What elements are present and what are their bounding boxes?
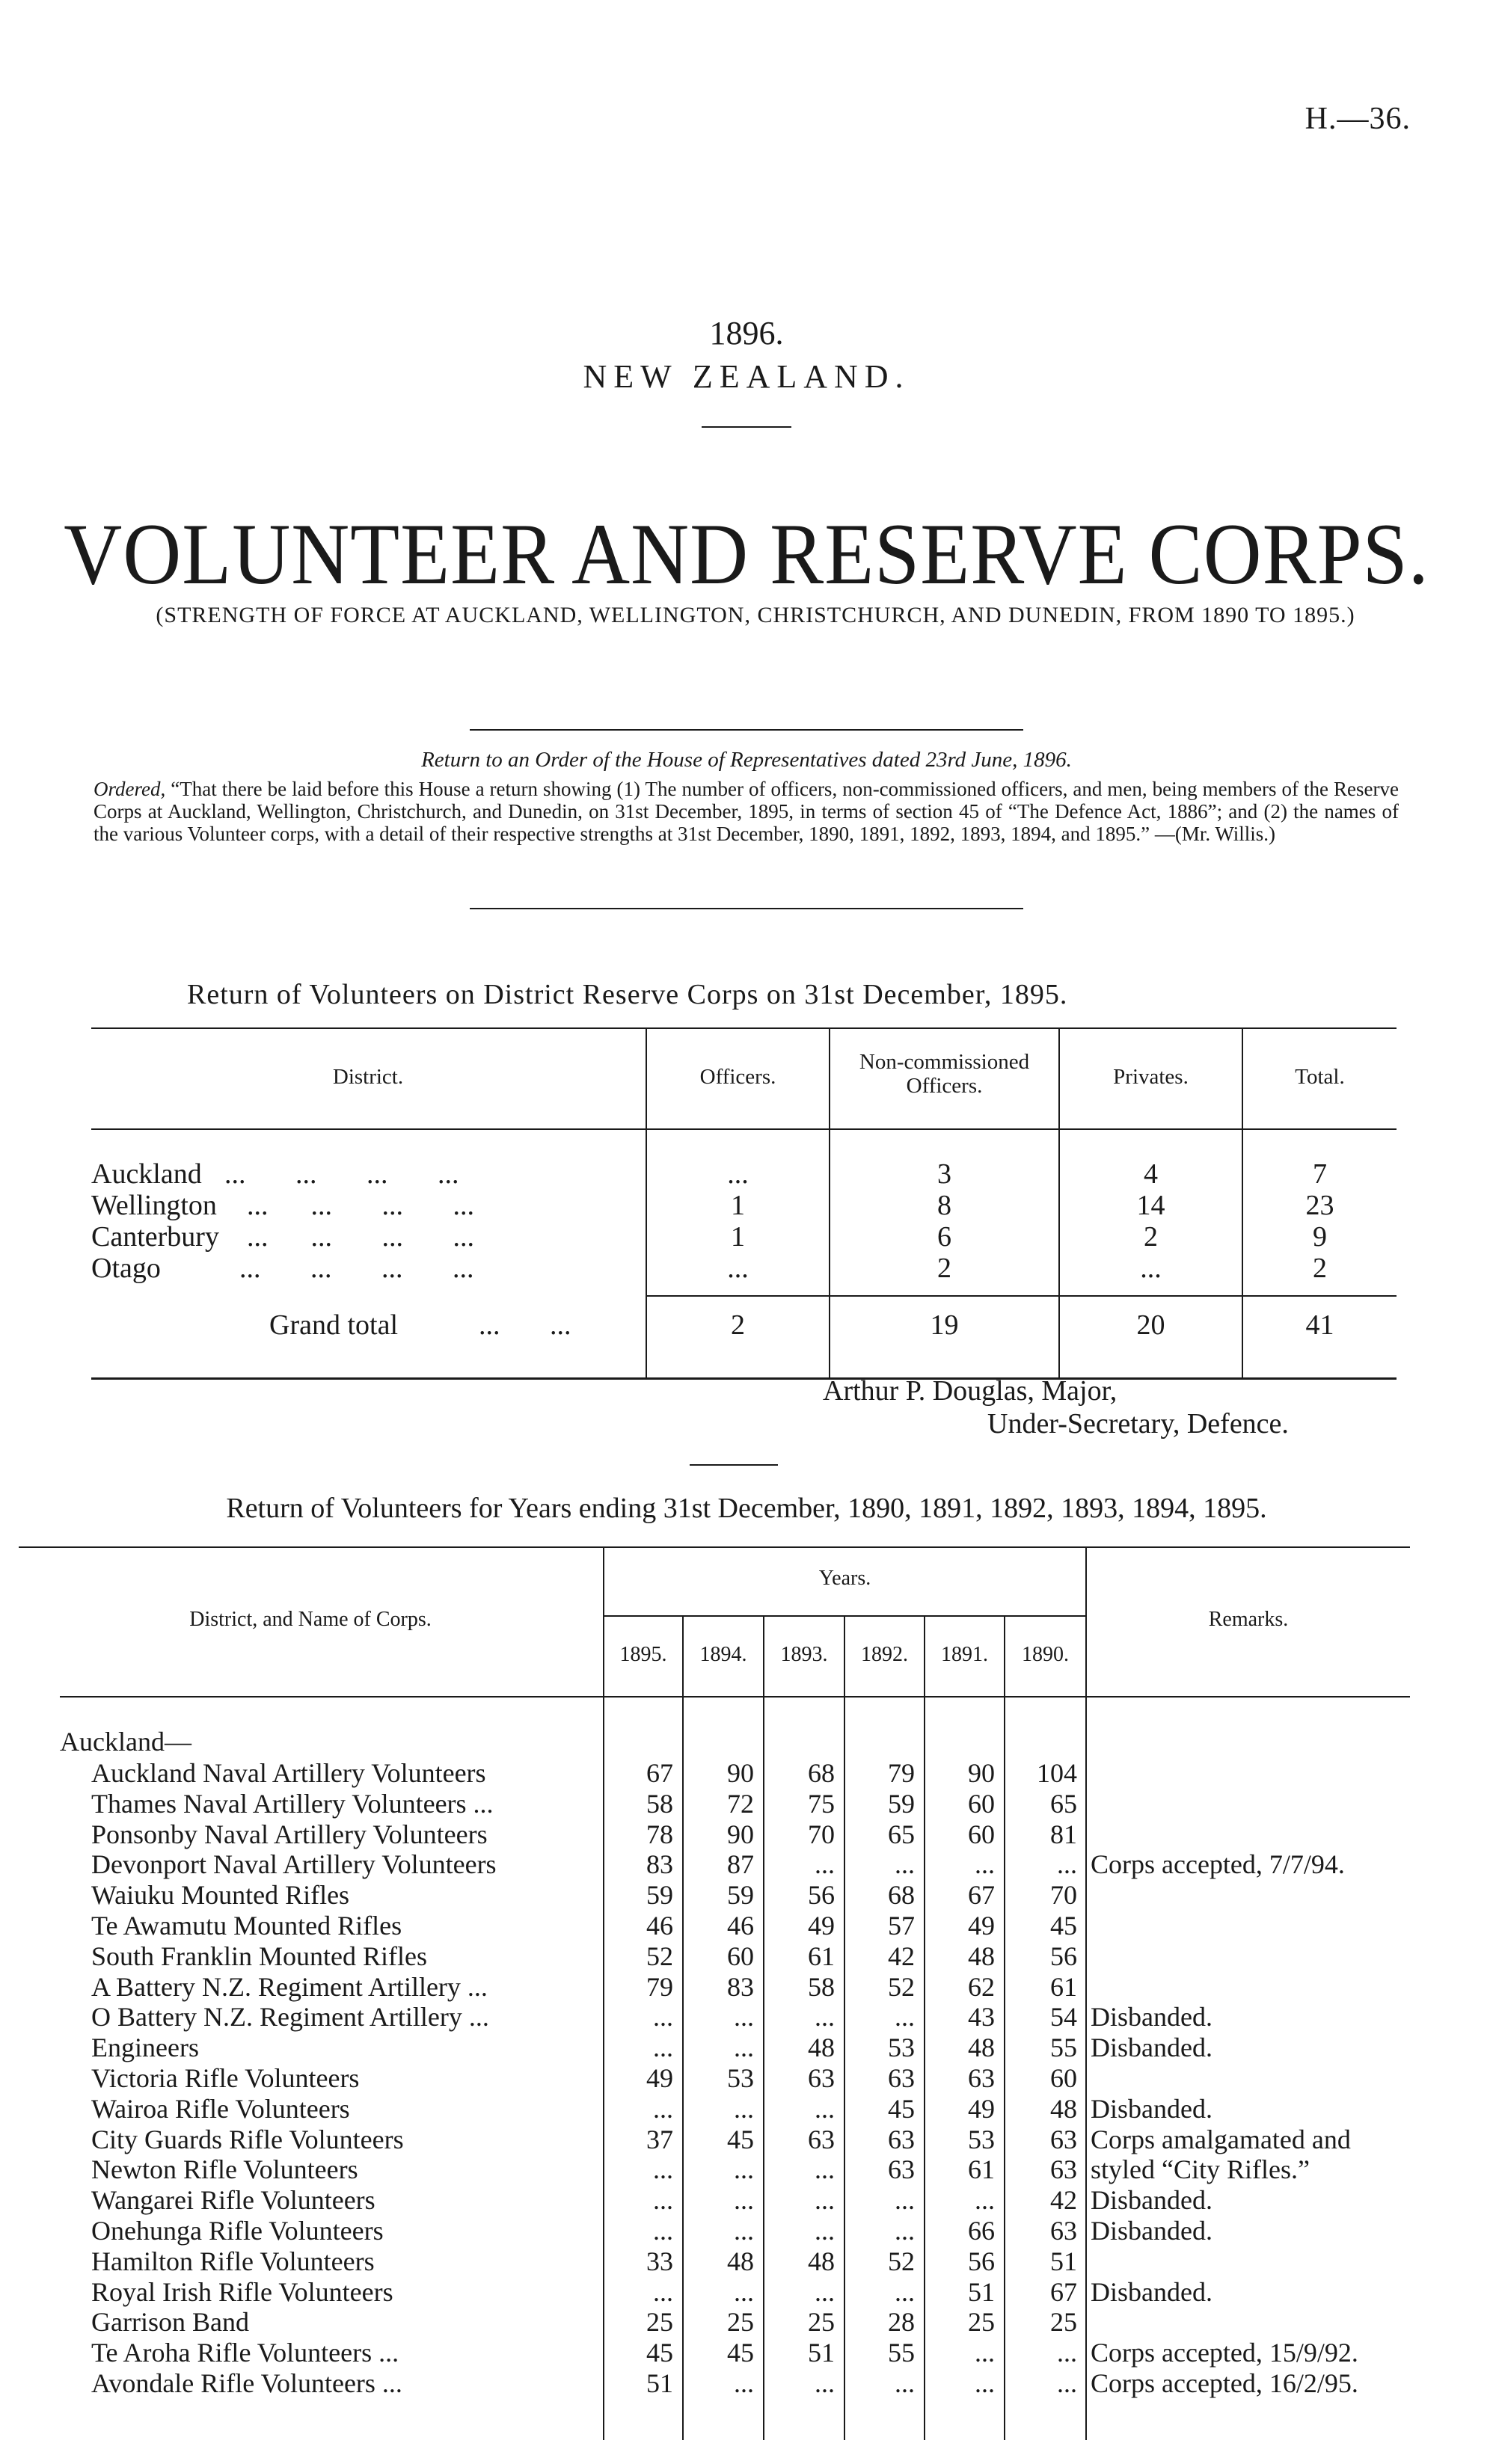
page-title: VOLUNTEER AND RESERVE CORPS.: [64, 506, 1429, 603]
table-row: [0, 2032, 1493, 2062]
table-row: [0, 1158, 1493, 1189]
corps-name: Thames Naval Artillery Volunteers ...: [91, 1788, 494, 1819]
year-value: 79: [888, 1758, 915, 1788]
order-title: Return to an Order of the House of Representatives dated 23rd June, 1896.: [421, 748, 1072, 772]
privates-value: 2: [1144, 1221, 1158, 1253]
year-value: 53: [888, 2033, 915, 2063]
year-value: 48: [808, 2033, 835, 2063]
year-value: ...: [1057, 2368, 1077, 2398]
year-value: 45: [646, 2338, 673, 2368]
year-value: ...: [653, 2033, 673, 2063]
year-value: 63: [1050, 2154, 1077, 2185]
table-row: [0, 2276, 1493, 2306]
year-value: 43: [968, 2002, 995, 2033]
year-value: ...: [653, 2154, 673, 2185]
table-row: [0, 2368, 1493, 2397]
year-value: 45: [1050, 1911, 1077, 1941]
document-year: 1896.: [709, 315, 784, 351]
year-value: 53: [968, 2124, 995, 2154]
year-value: 55: [1050, 2033, 1077, 2063]
corps-name: Royal Irish Rifle Volunteers: [91, 2276, 393, 2307]
year-value: 104: [1037, 1758, 1077, 1788]
year-value: 59: [888, 1788, 915, 1819]
year-value: 63: [1050, 2216, 1077, 2246]
corps-name: O Battery N.Z. Regiment Artillery ...: [91, 2002, 489, 2033]
officers-value: ...: [727, 1158, 749, 1190]
table-row: [0, 1757, 1493, 1787]
year-value: 58: [646, 1788, 673, 1819]
corps-name: Ponsonby Naval Artillery Volunteers: [91, 1819, 488, 1849]
year-header: 1893.: [780, 1643, 828, 1666]
table2-title: Return of Volunteers for Years ending 31st December, 1890, 1891, 1892, 1893, 1894, 1895.: [226, 1493, 1267, 1524]
year-value: 49: [968, 1911, 995, 1941]
year-value: 63: [808, 2124, 835, 2154]
nco-value: 19: [930, 1309, 959, 1341]
year-value: ...: [734, 2216, 754, 2246]
remark: Corps accepted, 15/9/92.: [1091, 2338, 1358, 2368]
corps-name: A Battery N.Z. Regiment Artillery ...: [91, 1971, 488, 2002]
year-value: 78: [646, 1819, 673, 1849]
privates-value: 14: [1136, 1190, 1165, 1221]
remark: Corps amalgamated and: [1091, 2124, 1351, 2154]
privates-value: 20: [1136, 1309, 1165, 1341]
year-value: ...: [895, 2216, 915, 2246]
year-value: 61: [968, 2154, 995, 2185]
year-value: ...: [1057, 1849, 1077, 1880]
table-row: [0, 1879, 1493, 1909]
year-value: 90: [968, 1758, 995, 1788]
year-value: 48: [727, 2246, 754, 2276]
remark: Corps accepted, 16/2/95.: [1091, 2368, 1358, 2398]
table1-bottom-rule: [91, 1377, 1397, 1380]
year-value: ...: [815, 2368, 835, 2398]
year-value: 48: [808, 2246, 835, 2276]
district-name: Canterbury: [91, 1221, 219, 1253]
year-value: 67: [968, 1880, 995, 1911]
year-value: 60: [727, 1941, 754, 1971]
year-value: 45: [727, 2124, 754, 2154]
year-value: 68: [808, 1758, 835, 1788]
remark: Disbanded.: [1091, 2093, 1213, 2124]
officers-value: 2: [731, 1309, 745, 1341]
divider: [702, 426, 791, 428]
divider: [690, 1464, 778, 1466]
year-value: ...: [653, 2185, 673, 2216]
total-value: 7: [1313, 1158, 1327, 1190]
leader-dots: ... ... ... ...: [239, 1253, 474, 1284]
year-value: 51: [1050, 2246, 1077, 2276]
remark: Disbanded.: [1091, 2216, 1213, 2246]
year-header: 1891.: [941, 1643, 988, 1666]
year-value: 63: [808, 2063, 835, 2093]
table2-top-rule: [19, 1546, 1410, 1548]
officers-value: 1: [731, 1190, 745, 1221]
year-value: 63: [888, 2154, 915, 2185]
nco-value: 8: [937, 1190, 951, 1221]
privates-value: 4: [1144, 1158, 1158, 1190]
year-value: 42: [1050, 2185, 1077, 2216]
year-value: ...: [653, 2216, 673, 2246]
table-row: [0, 1971, 1493, 2001]
year-value: 56: [968, 2246, 995, 2276]
district-name: Otago: [91, 1253, 161, 1284]
table1-header-district: District.: [332, 1065, 404, 1089]
year-value: 81: [1050, 1819, 1077, 1849]
leader-dots: ... ... ... ...: [247, 1190, 474, 1221]
year-value: ...: [734, 2093, 754, 2124]
year-value: 63: [888, 2063, 915, 2093]
table-row: [0, 2154, 1493, 2184]
year-header: 1890.: [1022, 1643, 1069, 1666]
leader-dots: ... ... ... ...: [247, 1221, 474, 1253]
year-value: 52: [888, 2246, 915, 2276]
year-value: 52: [888, 1971, 915, 2002]
year-value: 53: [727, 2063, 754, 2093]
year-value: 60: [1050, 2063, 1077, 2093]
divider: [470, 729, 1023, 731]
table-row: [0, 2001, 1493, 2031]
year-value: 54: [1050, 2002, 1077, 2033]
table2-years-rule: [604, 1615, 1087, 1617]
year-value: ...: [1057, 2338, 1077, 2368]
year-value: 90: [727, 1819, 754, 1849]
table-row: [0, 2246, 1493, 2276]
year-value: 56: [808, 1880, 835, 1911]
grand-total-label: Grand total: [269, 1309, 399, 1341]
privates-value: ...: [1140, 1253, 1162, 1284]
year-value: 46: [727, 1911, 754, 1941]
table2-header-years: Years.: [818, 1567, 871, 1590]
year-value: 42: [888, 1941, 915, 1971]
year-value: 62: [968, 1971, 995, 2002]
year-value: 46: [646, 1911, 673, 1941]
year-header: 1894.: [699, 1643, 747, 1666]
year-value: 48: [968, 1941, 995, 1971]
year-value: ...: [734, 2368, 754, 2398]
year-value: 83: [727, 1971, 754, 2002]
year-value: ...: [975, 1849, 995, 1880]
remark: Corps accepted, 7/7/94.: [1091, 1849, 1345, 1880]
year-value: 61: [1050, 1971, 1077, 2002]
year-value: 63: [968, 2063, 995, 2093]
table1-subtotal-rule: [647, 1295, 1397, 1297]
year-value: ...: [734, 2033, 754, 2063]
year-value: 66: [968, 2216, 995, 2246]
year-value: 67: [1050, 2276, 1077, 2307]
year-value: 25: [646, 2307, 673, 2338]
table1-head-rule: [91, 1128, 1397, 1130]
year-header: 1892.: [861, 1643, 908, 1666]
total-value: 23: [1305, 1190, 1334, 1221]
year-value: 28: [888, 2307, 915, 2338]
officers-value: ...: [727, 1253, 749, 1284]
corps-name: City Guards Rifle Volunteers: [91, 2124, 404, 2154]
corps-name: Engineers: [91, 2033, 199, 2063]
year-value: 90: [727, 1758, 754, 1788]
year-value: 48: [1050, 2093, 1077, 2124]
year-value: ...: [815, 2154, 835, 2185]
year-value: 79: [646, 1971, 673, 2002]
table-row: [0, 1819, 1493, 1849]
year-value: ...: [653, 2093, 673, 2124]
corps-name: South Franklin Mounted Rifles: [91, 1941, 427, 1971]
year-value: ...: [975, 2185, 995, 2216]
table-row: [0, 2093, 1493, 2123]
table1-header-officers: Officers.: [699, 1065, 776, 1089]
year-value: ...: [815, 2216, 835, 2246]
page-subtitle: (STRENGTH OF FORCE AT AUCKLAND, WELLINGTON, CHRISTCHURCH, AND DUNEDIN, FROM 1890 TO 1895.): [156, 603, 1355, 627]
table-row: [0, 1220, 1493, 1252]
signature-title: Under-Secretary, Defence.: [987, 1408, 1289, 1440]
remark: Disbanded.: [1091, 2002, 1213, 2033]
corps-name: Avondale Rifle Volunteers ...: [91, 2368, 402, 2398]
corps-name: Hamilton Rifle Volunteers: [91, 2246, 375, 2276]
year-value: 60: [968, 1819, 995, 1849]
corps-name: Te Awamutu Mounted Rifles: [91, 1911, 402, 1941]
year-value: 25: [808, 2307, 835, 2338]
table-row: [0, 2184, 1493, 2214]
table-row: [0, 2124, 1493, 2154]
year-value: ...: [653, 2276, 673, 2307]
year-value: ...: [975, 2338, 995, 2368]
year-value: ...: [734, 2276, 754, 2307]
order-text: “That there be laid before this House a return showing (1) The number of officers, non-commissioned officers, and men, being members of the Reserve Corps at Auckland, Wellington, Christchurch, and Dunedin, on 31st December, 1895, in terms of section 45 of “The Defence Act, 1886”; and (2) the names of the various Volunteer corps, with a detail of their respective strengths at 31st December, 1890, 1891, 1892, 1893, 1894, and 1895.” —(Mr. Willis.): [93, 778, 1399, 845]
remark: Disbanded.: [1091, 2276, 1213, 2307]
year-value: ...: [815, 2185, 835, 2216]
year-value: 56: [1050, 1941, 1077, 1971]
year-value: 61: [808, 1941, 835, 1971]
table-row: [0, 1788, 1493, 1818]
remark: styled “City Rifles.”: [1091, 2154, 1310, 2185]
year-value: 25: [727, 2307, 754, 2338]
year-value: ...: [895, 2368, 915, 2398]
year-value: ...: [895, 2002, 915, 2033]
year-value: 49: [968, 2093, 995, 2124]
year-value: ...: [975, 2368, 995, 2398]
table1-header-total: Total.: [1295, 1065, 1345, 1089]
corps-name: Onehunga Rifle Volunteers: [91, 2216, 384, 2246]
year-value: 25: [1050, 2307, 1077, 2338]
corps-name: Te Aroha Rifle Volunteers ...: [91, 2338, 399, 2368]
year-value: 72: [727, 1788, 754, 1819]
corps-name: Devonport Naval Artillery Volunteers: [91, 1849, 497, 1880]
year-value: 37: [646, 2124, 673, 2154]
year-value: 87: [727, 1849, 754, 1880]
table-row: [0, 2062, 1493, 2092]
year-value: 55: [888, 2338, 915, 2368]
divider: [470, 908, 1023, 909]
year-value: ...: [815, 2002, 835, 2033]
corps-name: Wairoa Rifle Volunteers: [91, 2093, 350, 2124]
table2-header-remarks: Remarks.: [1208, 1608, 1289, 1631]
table1-title: Return of Volunteers on District Reserve Corps on 31st December, 1895.: [187, 979, 1068, 1010]
nco-value: 3: [937, 1158, 951, 1190]
officers-value: 1: [731, 1221, 745, 1253]
ordered-label: Ordered,: [93, 778, 166, 800]
year-value: 59: [727, 1880, 754, 1911]
table-row: [0, 2337, 1493, 2367]
year-value: 33: [646, 2246, 673, 2276]
year-value: ...: [734, 2154, 754, 2185]
nco-value: 6: [937, 1221, 951, 1253]
corps-name: Victoria Rifle Volunteers: [91, 2063, 360, 2093]
leader-dots: ... ... ... ...: [224, 1158, 459, 1190]
table-row: [0, 1910, 1493, 1940]
year-value: ...: [734, 2002, 754, 2033]
leader-dots: ... ...: [479, 1309, 571, 1341]
year-value: 83: [646, 1849, 673, 1880]
year-value: 58: [808, 1971, 835, 2002]
year-value: 63: [888, 2124, 915, 2154]
year-value: 52: [646, 1941, 673, 1971]
year-value: 48: [968, 2033, 995, 2063]
year-value: 49: [646, 2063, 673, 2093]
corps-name: Wangarei Rifle Volunteers: [91, 2185, 375, 2216]
year-value: ...: [895, 2185, 915, 2216]
total-value: 9: [1313, 1221, 1327, 1253]
corps-name: Auckland Naval Artillery Volunteers: [91, 1758, 486, 1788]
year-value: ...: [815, 1849, 835, 1880]
year-value: 65: [888, 1819, 915, 1849]
year-value: 75: [808, 1788, 835, 1819]
year-value: ...: [815, 2276, 835, 2307]
year-value: 59: [646, 1880, 673, 1911]
table2-header-district: District, and Name of Corps.: [189, 1608, 432, 1631]
table-row: [0, 1252, 1493, 1283]
year-value: 51: [646, 2368, 673, 2398]
table-row: [0, 2215, 1493, 2245]
year-value: 65: [1050, 1788, 1077, 1819]
year-value: 60: [968, 1788, 995, 1819]
section-heading: Auckland—: [60, 1727, 191, 1757]
table1-header-nco: Non-commissioned Officers.: [859, 1050, 1030, 1098]
table2-head-rule: [60, 1696, 1410, 1698]
year-value: 45: [888, 2093, 915, 2124]
year-value: ...: [653, 2002, 673, 2033]
table-row: [0, 1189, 1493, 1220]
corps-name: Waiuku Mounted Rifles: [91, 1880, 350, 1911]
year-value: 70: [808, 1819, 835, 1849]
year-value: 49: [808, 1911, 835, 1941]
remark: Disbanded.: [1091, 2033, 1213, 2063]
country-heading: NEW ZEALAND.: [583, 358, 910, 395]
nco-value: 2: [937, 1253, 951, 1284]
year-value: 67: [646, 1758, 673, 1788]
year-value: 51: [968, 2276, 995, 2307]
year-value: 45: [727, 2338, 754, 2368]
page-reference: H.—36.: [1305, 102, 1411, 136]
remark: Disbanded.: [1091, 2185, 1213, 2216]
table-row: [0, 2306, 1493, 2336]
total-value: 2: [1313, 1253, 1327, 1284]
year-value: 25: [968, 2307, 995, 2338]
table1-top-rule: [91, 1027, 1397, 1029]
year-value: 57: [888, 1911, 915, 1941]
district-name: Auckland: [91, 1158, 202, 1190]
year-value: 63: [1050, 2124, 1077, 2154]
total-value: 41: [1305, 1309, 1334, 1341]
year-value: ...: [895, 2276, 915, 2307]
order-body: [93, 778, 1399, 845]
year-value: 51: [808, 2338, 835, 2368]
year-value: 70: [1050, 1880, 1077, 1911]
district-name: Wellington: [91, 1190, 217, 1221]
corps-name: Newton Rifle Volunteers: [91, 2154, 358, 2185]
year-value: ...: [815, 2093, 835, 2124]
table-row: [0, 1941, 1493, 1970]
table1-header-privates: Privates.: [1113, 1065, 1189, 1089]
grand-total-row: [0, 1309, 1493, 1340]
signature-name: Arthur P. Douglas, Major,: [823, 1375, 1118, 1407]
year-value: 68: [888, 1880, 915, 1911]
year-header: 1895.: [619, 1643, 667, 1666]
year-value: ...: [734, 2185, 754, 2216]
corps-name: Garrison Band: [91, 2307, 249, 2338]
year-value: ...: [895, 1849, 915, 1880]
table-row: [0, 1849, 1493, 1878]
